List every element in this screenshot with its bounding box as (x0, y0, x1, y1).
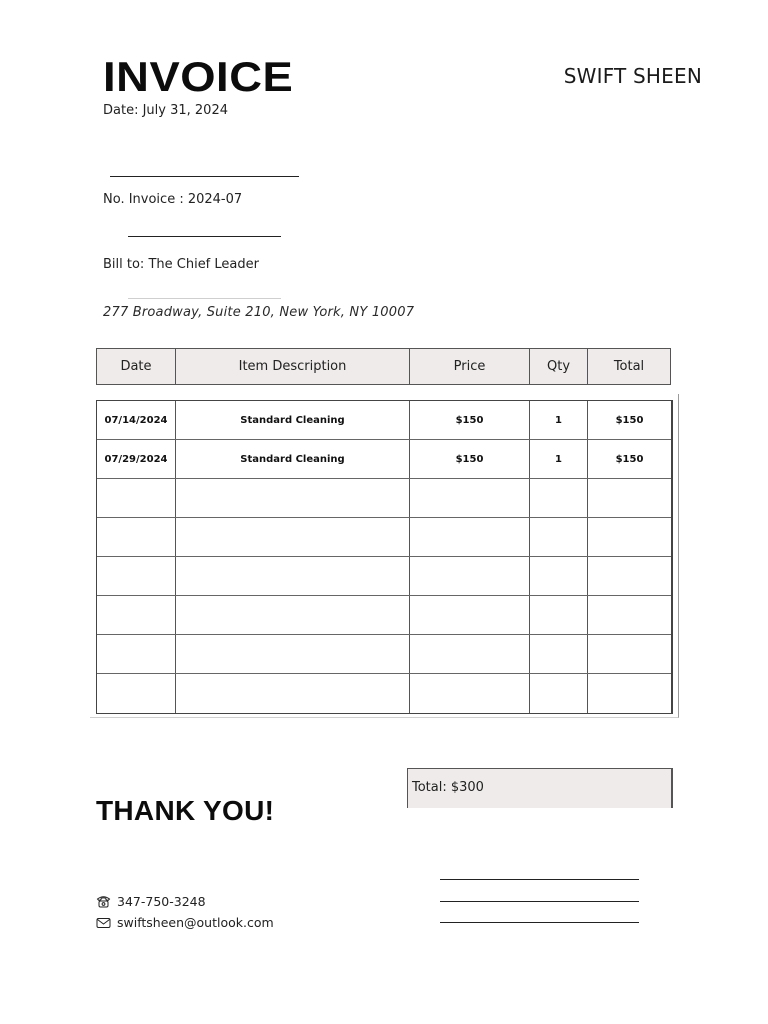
thank-you: THANK YOU! (96, 795, 275, 826)
contact-email (96, 915, 274, 930)
column-header-qty: Qty (530, 349, 588, 384)
cell-price (410, 635, 530, 673)
cell-price (410, 674, 530, 713)
table-row (97, 557, 671, 596)
divider (128, 236, 281, 237)
cell-total (588, 557, 671, 595)
cell-total (588, 479, 671, 517)
total-box (407, 768, 673, 808)
cell-price (410, 557, 530, 595)
cell-date (97, 635, 176, 673)
table-row (97, 674, 671, 713)
cell-total (588, 674, 671, 713)
cell-description (176, 518, 410, 556)
table-row (97, 518, 671, 557)
cell-price: $150 (410, 401, 530, 439)
cell-qty (530, 596, 588, 634)
table-row (97, 440, 671, 479)
table-row (97, 596, 671, 635)
cell-date: 07/29/2024 (97, 440, 176, 478)
phone-icon (96, 895, 111, 908)
cell-price (410, 518, 530, 556)
invoice-number: No. Invoice : 2024-07 (103, 192, 243, 207)
envelope-icon (96, 917, 111, 929)
cell-description (176, 674, 410, 713)
invoice-title: INVOICE (103, 53, 294, 100)
cell-description (176, 596, 410, 634)
bill-to: Bill to: The Chief Leader (103, 257, 259, 272)
cell-qty: 1 (530, 401, 588, 439)
cell-qty (530, 635, 588, 673)
cell-qty: 1 (530, 440, 588, 478)
cell-date (97, 479, 176, 517)
table-row (97, 479, 671, 518)
cell-total (588, 596, 671, 634)
cell-qty (530, 518, 588, 556)
cell-price (410, 596, 530, 634)
cell-date (97, 518, 176, 556)
phone-number: 347-750-3248 (117, 894, 206, 909)
signature-line (440, 901, 639, 902)
invoice-date: Date: July 31, 2024 (103, 103, 228, 118)
cell-total (588, 635, 671, 673)
cell-description: Standard Cleaning (176, 440, 410, 478)
table-row (97, 635, 671, 674)
cell-price: $150 (410, 440, 530, 478)
cell-total (588, 518, 671, 556)
column-header-total: Total (613, 359, 645, 374)
bill-address: 277 Broadway, Suite 210, New York, NY 10007 (103, 305, 415, 320)
line-items-table (96, 400, 673, 714)
signature-line (440, 922, 639, 923)
cell-qty (530, 557, 588, 595)
cell-description (176, 635, 410, 673)
column-header-price: Price (410, 349, 530, 384)
cell-description (176, 479, 410, 517)
cell-total: $150 (615, 453, 644, 465)
email-address: swiftsheen@outlook.com (117, 915, 274, 930)
signature-line (440, 879, 639, 880)
total-amount: Total: $300 (412, 780, 484, 795)
table-row (97, 401, 671, 440)
column-header-date: Date (97, 349, 176, 384)
column-header-description: Item Description (176, 349, 410, 384)
cell-total: $150 (615, 414, 644, 426)
divider (110, 176, 299, 177)
cell-price (410, 479, 530, 517)
cell-description (176, 557, 410, 595)
cell-qty (530, 674, 588, 713)
cell-date (97, 596, 176, 634)
cell-date: 07/14/2024 (97, 401, 176, 439)
table-header (96, 348, 671, 385)
cell-description: Standard Cleaning (176, 401, 410, 439)
cell-date (97, 557, 176, 595)
company-name: SWIFT SHEEN (563, 64, 702, 88)
cell-date (97, 674, 176, 713)
cell-qty (530, 479, 588, 517)
contact-phone (96, 894, 206, 909)
divider (128, 298, 281, 299)
